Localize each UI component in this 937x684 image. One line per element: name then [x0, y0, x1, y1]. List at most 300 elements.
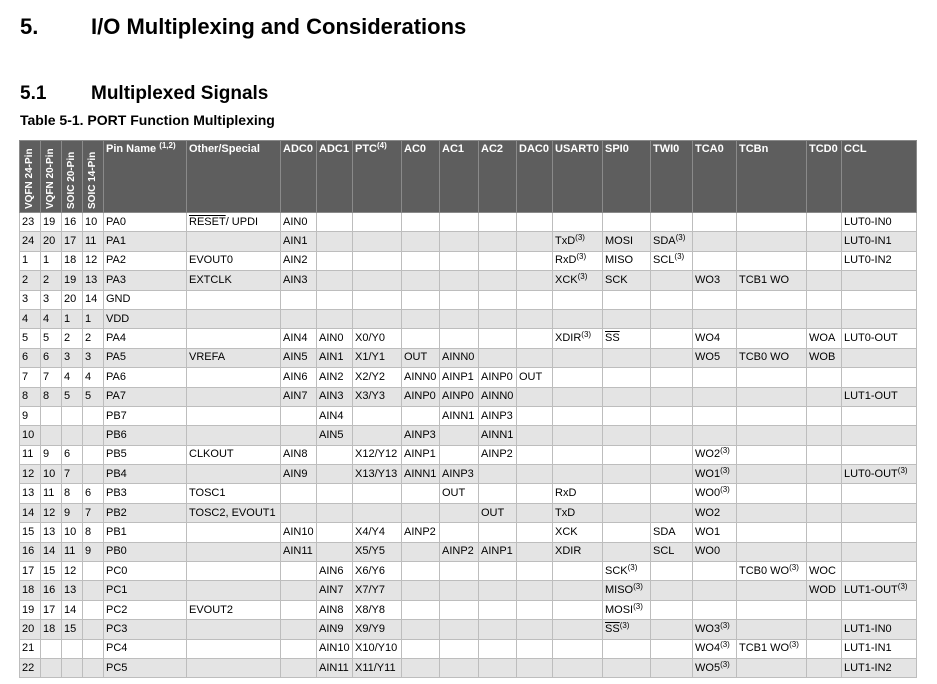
section-title: I/O Multiplexing and Considerations	[91, 14, 467, 39]
table-cell	[317, 542, 353, 561]
table-cell	[353, 426, 402, 445]
table-cell	[842, 562, 917, 581]
table-cell	[842, 426, 917, 445]
table-cell	[402, 542, 440, 561]
table-cell: WO1	[693, 523, 737, 542]
table-cell: LUT1-OUT	[842, 387, 917, 406]
column-header: AC2	[479, 141, 517, 213]
table-cell	[651, 368, 693, 387]
table-cell	[807, 368, 842, 387]
table-cell	[317, 290, 353, 309]
table-cell: SDA	[651, 523, 693, 542]
table-cell	[693, 387, 737, 406]
table-header-row	[20, 141, 917, 213]
table-cell	[807, 600, 842, 619]
table-cell: PA3	[104, 271, 187, 290]
table-cell	[553, 387, 603, 406]
table-cell	[479, 620, 517, 639]
table-cell	[402, 232, 440, 251]
table-cell	[693, 581, 737, 600]
table-cell	[842, 445, 917, 464]
table-cell	[440, 213, 479, 232]
table-cell	[737, 445, 807, 464]
table-cell	[281, 406, 317, 425]
table-cell	[807, 251, 842, 270]
table-cell	[807, 445, 842, 464]
table-cell	[737, 309, 807, 328]
table-cell: OUT	[402, 348, 440, 367]
table-cell	[842, 271, 917, 290]
table-cell	[842, 406, 917, 425]
column-header: ADC0	[281, 141, 317, 213]
table-cell	[517, 387, 553, 406]
table-cell	[603, 368, 651, 387]
table-cell	[187, 542, 281, 561]
table-row	[20, 484, 917, 503]
table-cell	[187, 426, 281, 445]
table-cell: RxD	[553, 484, 603, 503]
table-cell	[842, 484, 917, 503]
table-cell: 1	[41, 251, 62, 270]
table-cell	[517, 445, 553, 464]
table-cell: X3/Y3	[353, 387, 402, 406]
table-cell: WO0$^{(3)}$	[693, 484, 737, 503]
table-cell: AINN1	[479, 426, 517, 445]
table-cell: 5	[20, 329, 41, 348]
table-cell	[440, 658, 479, 677]
table-cell	[353, 484, 402, 503]
table-cell	[651, 620, 693, 639]
table-cell: 18	[62, 251, 83, 270]
table-cell	[517, 658, 553, 677]
table-cell: 17	[41, 600, 62, 619]
table-cell: LUT1-IN0	[842, 620, 917, 639]
table-cell	[517, 213, 553, 232]
table-cell: PA5	[104, 348, 187, 367]
column-header: DAC0	[517, 141, 553, 213]
column-header: Pin Name $^{(1,2)}$	[104, 141, 187, 213]
table-cell: WO3	[693, 271, 737, 290]
table-cell: X8/Y8	[353, 600, 402, 619]
table-cell	[317, 465, 353, 484]
table-cell	[693, 232, 737, 251]
table-cell	[83, 658, 104, 677]
table-cell: PC1	[104, 581, 187, 600]
table-cell	[553, 348, 603, 367]
table-cell: EXTCLK	[187, 271, 281, 290]
table-cell	[553, 639, 603, 658]
table-cell: AIN2	[281, 251, 317, 270]
table-cell	[440, 639, 479, 658]
table-cell: AIN7	[281, 387, 317, 406]
table-cell	[693, 406, 737, 425]
table-cell: 11	[20, 445, 41, 464]
table-cell: X1/Y1	[353, 348, 402, 367]
table-cell: AIN7	[317, 581, 353, 600]
table-cell: AINN0	[402, 368, 440, 387]
table-cell: X7/Y7	[353, 581, 402, 600]
table-cell: AINP1	[440, 368, 479, 387]
table-cell: AINP2	[440, 542, 479, 561]
table-cell	[651, 406, 693, 425]
table-cell	[281, 600, 317, 619]
table-cell	[517, 600, 553, 619]
table-cell: AINN0	[479, 387, 517, 406]
table-cell: PB0	[104, 542, 187, 561]
table-cell: 23	[20, 213, 41, 232]
table-cell: WO4	[693, 329, 737, 348]
port-function-multiplexing-table	[19, 140, 917, 678]
table-cell: MOSI	[603, 232, 651, 251]
table-row	[20, 232, 917, 251]
table-cell: PC2	[104, 600, 187, 619]
table-cell	[553, 658, 603, 677]
table-cell: PA4	[104, 329, 187, 348]
table-cell	[603, 503, 651, 522]
table-cell: LUT0-IN1	[842, 232, 917, 251]
table-cell	[603, 484, 651, 503]
table-cell	[737, 290, 807, 309]
table-row	[20, 523, 917, 542]
table-cell	[553, 213, 603, 232]
table-cell	[402, 503, 440, 522]
table-cell: 11	[62, 542, 83, 561]
table-cell: 14	[41, 542, 62, 561]
table-caption: Table 5-1. PORT Function Multiplexing	[20, 112, 275, 128]
table-cell: 8	[62, 484, 83, 503]
table-cell	[553, 620, 603, 639]
table-cell: AIN0	[317, 329, 353, 348]
table-cell	[603, 445, 651, 464]
table-cell	[517, 639, 553, 658]
column-header: PTC$^{(4)}$	[353, 141, 402, 213]
table-cell	[479, 581, 517, 600]
table-cell	[517, 465, 553, 484]
table-cell	[737, 465, 807, 484]
table-cell: PC4	[104, 639, 187, 658]
table-cell	[479, 658, 517, 677]
table-cell: 9	[20, 406, 41, 425]
table-cell: SCL	[651, 542, 693, 561]
column-header: Other/Special	[187, 141, 281, 213]
table-cell	[651, 484, 693, 503]
column-header: TCBn	[737, 141, 807, 213]
table-cell	[737, 213, 807, 232]
table-cell	[187, 658, 281, 677]
table-cell: LUT0-OUT	[842, 329, 917, 348]
table-cell	[187, 290, 281, 309]
table-cell	[603, 658, 651, 677]
subsection-heading	[20, 83, 268, 105]
table-cell: PA0	[104, 213, 187, 232]
table-row	[20, 600, 917, 619]
table-cell	[83, 406, 104, 425]
table-cell	[440, 445, 479, 464]
table-cell: AIN5	[281, 348, 317, 367]
table-cell	[479, 329, 517, 348]
table-cell	[737, 503, 807, 522]
table-cell: VREFA	[187, 348, 281, 367]
table-cell	[83, 445, 104, 464]
table-cell: $\overline{SS}$	[603, 329, 651, 348]
table-cell	[603, 639, 651, 658]
table-cell	[479, 484, 517, 503]
table-cell	[651, 600, 693, 619]
table-cell: 13	[20, 484, 41, 503]
table-cell: AINP0	[402, 387, 440, 406]
table-row	[20, 503, 917, 522]
table-cell: 12	[83, 251, 104, 270]
table-cell: TOSC1	[187, 484, 281, 503]
table-cell	[187, 309, 281, 328]
table-cell: WO2	[693, 503, 737, 522]
table-cell	[517, 523, 553, 542]
table-cell: OUT	[479, 503, 517, 522]
table-cell: AIN0	[281, 213, 317, 232]
table-cell: 22	[20, 658, 41, 677]
table-cell	[440, 251, 479, 270]
table-cell: AIN6	[317, 562, 353, 581]
table-cell: XCK	[553, 523, 603, 542]
table-cell	[317, 445, 353, 464]
table-cell: 11	[41, 484, 62, 503]
table-cell	[651, 658, 693, 677]
table-cell: WO4$^{(3)}$	[693, 639, 737, 658]
table-cell: TCB1 WO	[737, 271, 807, 290]
table-cell: X10/Y10	[353, 639, 402, 658]
table-cell: 19	[62, 271, 83, 290]
table-cell	[517, 232, 553, 251]
table-cell: 10	[20, 426, 41, 445]
table-cell	[807, 232, 842, 251]
table-cell: AINP0	[479, 368, 517, 387]
column-header: ADC1	[317, 141, 353, 213]
table-cell	[651, 309, 693, 328]
table-cell: 20	[20, 620, 41, 639]
table-cell	[281, 290, 317, 309]
table-cell	[737, 368, 807, 387]
table-cell: LUT0-IN2	[842, 251, 917, 270]
table-cell: 2	[83, 329, 104, 348]
table-cell: PB5	[104, 445, 187, 464]
table-cell	[603, 465, 651, 484]
table-cell: X9/Y9	[353, 620, 402, 639]
table-cell: X11/Y11	[353, 658, 402, 677]
table-cell: PA1	[104, 232, 187, 251]
table-cell	[479, 290, 517, 309]
table-cell: 2	[20, 271, 41, 290]
table-cell: AINP2	[402, 523, 440, 542]
table-cell: 9	[83, 542, 104, 561]
table-cell	[317, 213, 353, 232]
table-cell	[737, 251, 807, 270]
table-cell	[402, 484, 440, 503]
table-cell	[440, 309, 479, 328]
table-cell: MISO$^{(3)}$	[603, 581, 651, 600]
table-cell	[187, 562, 281, 581]
table-row	[20, 309, 917, 328]
table-cell: PC0	[104, 562, 187, 581]
table-cell: 8	[20, 387, 41, 406]
table-cell: 7	[20, 368, 41, 387]
table-cell	[187, 329, 281, 348]
table-row	[20, 387, 917, 406]
table-cell: AINN0	[440, 348, 479, 367]
subsection-title: Multiplexed Signals	[91, 83, 269, 104]
table-cell: PB3	[104, 484, 187, 503]
table-cell: WO1$^{(3)}$	[693, 465, 737, 484]
table-cell: X2/Y2	[353, 368, 402, 387]
table-cell	[83, 639, 104, 658]
table-cell: SCK	[603, 271, 651, 290]
table-cell: 17	[20, 562, 41, 581]
table-cell: WO5$^{(3)}$	[693, 658, 737, 677]
table-cell	[353, 232, 402, 251]
table-cell	[353, 406, 402, 425]
table-cell	[651, 445, 693, 464]
table-cell	[317, 503, 353, 522]
table-cell: AIN6	[281, 368, 317, 387]
table-cell: PB4	[104, 465, 187, 484]
table-cell: AINP0	[440, 387, 479, 406]
table-cell	[693, 562, 737, 581]
table-cell	[553, 581, 603, 600]
table-cell	[187, 387, 281, 406]
table-cell	[281, 658, 317, 677]
table-cell: 9	[62, 503, 83, 522]
table-cell: AIN4	[317, 406, 353, 425]
table-cell: GND	[104, 290, 187, 309]
table-cell: EVOUT0	[187, 251, 281, 270]
table-cell: 13	[62, 581, 83, 600]
table-cell: PA6	[104, 368, 187, 387]
table-cell: X13/Y13	[353, 465, 402, 484]
table-cell: 3	[41, 290, 62, 309]
table-cell	[807, 213, 842, 232]
table-cell	[693, 251, 737, 270]
table-cell	[553, 600, 603, 619]
table-cell: TCB1 WO$^{(3)}$	[737, 639, 807, 658]
section-number: 5.	[20, 14, 39, 39]
table-cell: X0/Y0	[353, 329, 402, 348]
table-cell: 7	[62, 465, 83, 484]
table-cell: 20	[41, 232, 62, 251]
table-cell: WOA	[807, 329, 842, 348]
table-cell: 16	[62, 213, 83, 232]
table-cell: TxD$^{(3)}$	[553, 232, 603, 251]
table-cell	[440, 503, 479, 522]
table-cell	[479, 232, 517, 251]
table-cell	[479, 465, 517, 484]
table-cell: 3	[83, 348, 104, 367]
table-cell	[842, 503, 917, 522]
table-row	[20, 271, 917, 290]
table-cell: AIN8	[317, 600, 353, 619]
table-cell: 19	[41, 213, 62, 232]
table-cell	[41, 406, 62, 425]
table-cell: 15	[20, 523, 41, 542]
column-header: CCL	[842, 141, 917, 213]
table-cell: PB1	[104, 523, 187, 542]
table-cell	[651, 639, 693, 658]
table-cell	[402, 213, 440, 232]
table-cell: AIN8	[281, 445, 317, 464]
table-cell: PB7	[104, 406, 187, 425]
table-cell: LUT1-IN1	[842, 639, 917, 658]
table-row	[20, 368, 917, 387]
table-cell	[187, 639, 281, 658]
table-cell	[807, 309, 842, 328]
table-cell	[651, 503, 693, 522]
table-cell: AINN1	[440, 406, 479, 425]
table-cell: 13	[83, 271, 104, 290]
table-row	[20, 445, 917, 464]
table-cell	[479, 251, 517, 270]
table-cell	[553, 426, 603, 445]
table-cell	[517, 309, 553, 328]
table-cell	[402, 251, 440, 270]
table-cell	[807, 503, 842, 522]
table-cell: LUT1-OUT$^{(3)}$	[842, 581, 917, 600]
table-cell	[651, 271, 693, 290]
table-cell: 21	[20, 639, 41, 658]
table-cell	[402, 329, 440, 348]
table-cell	[317, 484, 353, 503]
table-cell	[62, 658, 83, 677]
table-cell	[83, 581, 104, 600]
table-cell	[187, 581, 281, 600]
table-cell	[353, 290, 402, 309]
table-row	[20, 329, 917, 348]
table-cell	[317, 271, 353, 290]
table-cell: 4	[62, 368, 83, 387]
table-cell: 8	[41, 387, 62, 406]
table-cell	[807, 639, 842, 658]
table-cell: LUT0-IN0	[842, 213, 917, 232]
table-cell: 12	[20, 465, 41, 484]
table-cell: $\overline{SS}^{(3)}$	[603, 620, 651, 639]
table-cell	[187, 232, 281, 251]
table-row	[20, 658, 917, 677]
table-cell	[479, 523, 517, 542]
column-header: TWI0	[651, 141, 693, 213]
table-cell	[553, 445, 603, 464]
column-header: SOIC 14-Pin	[83, 141, 104, 213]
table-cell	[402, 600, 440, 619]
table-cell	[402, 658, 440, 677]
table-cell: 18	[41, 620, 62, 639]
table-row	[20, 465, 917, 484]
table-cell: 1	[20, 251, 41, 270]
table-cell	[737, 600, 807, 619]
section-heading	[20, 14, 466, 40]
table-cell: WOD	[807, 581, 842, 600]
table-cell	[440, 581, 479, 600]
table-cell: AINP1	[402, 445, 440, 464]
table-cell	[187, 465, 281, 484]
table-row	[20, 251, 917, 270]
table-row	[20, 620, 917, 639]
table-cell	[402, 581, 440, 600]
table-cell	[603, 406, 651, 425]
table-cell	[402, 406, 440, 425]
table-cell	[737, 620, 807, 639]
table-cell: AIN9	[317, 620, 353, 639]
table-cell	[281, 639, 317, 658]
table-cell	[479, 271, 517, 290]
table-cell: 3	[62, 348, 83, 367]
column-header: TCA0	[693, 141, 737, 213]
